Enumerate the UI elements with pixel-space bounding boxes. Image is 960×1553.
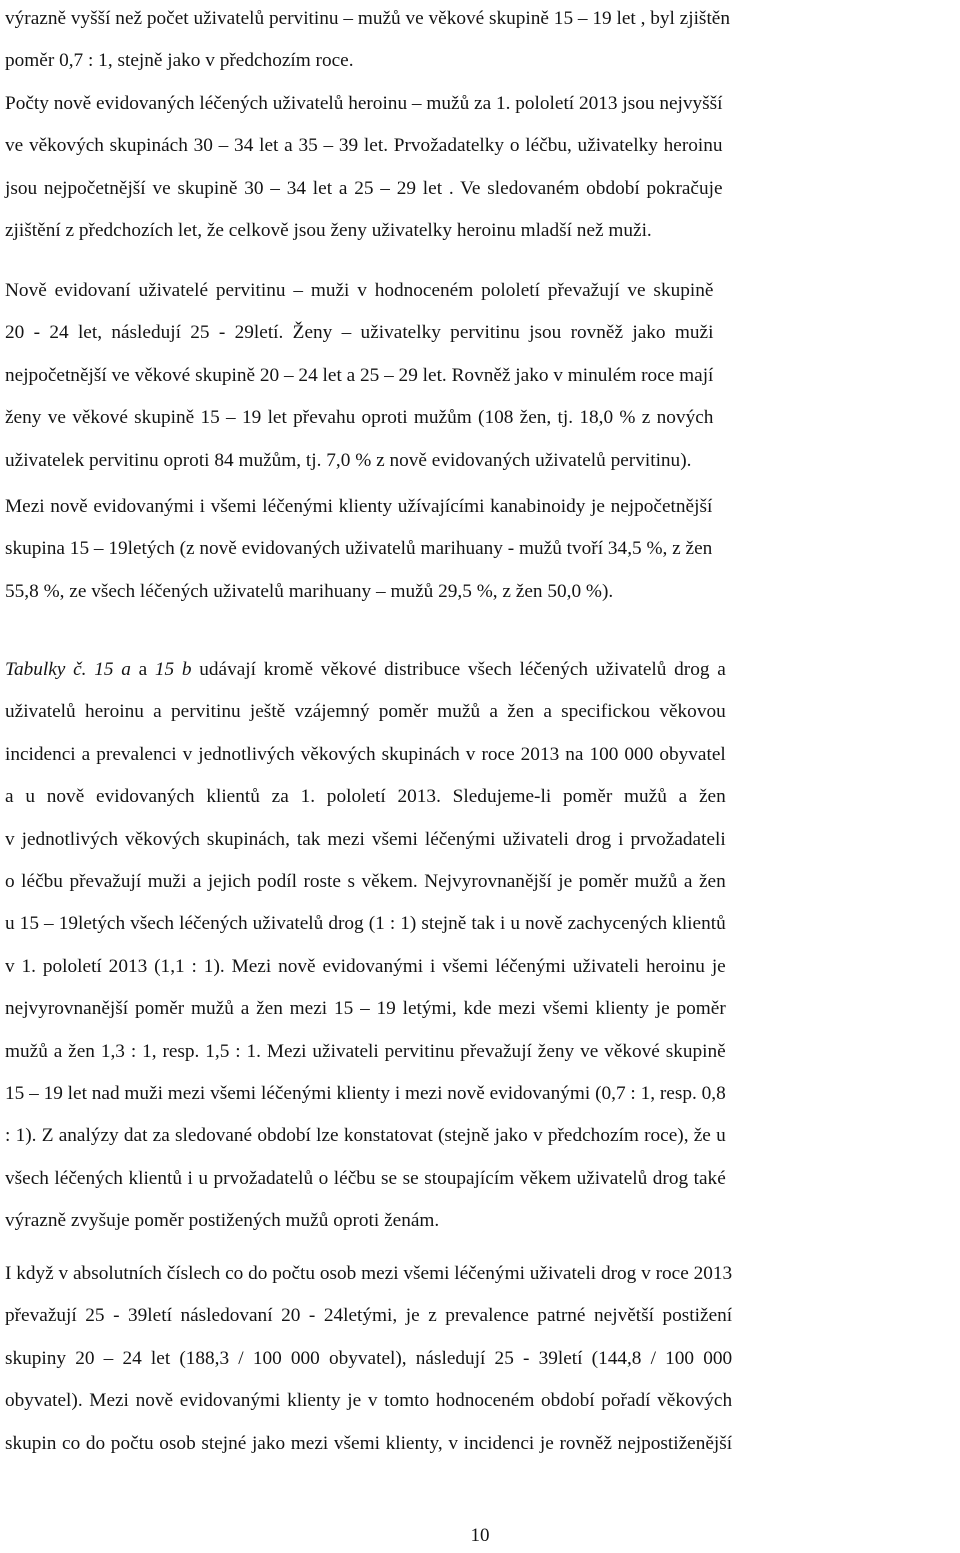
text-line: 20 - 24 let, následují 25 - 29letí. Ženy – uživatelky pervitinu jsou rovněž jako muži <box>5 322 714 344</box>
text-line: jsou nejpočetnější ve skupině 30 – 34 let a 25 – 29 let . Ve sledovaném období pokračuje <box>5 177 723 199</box>
text-line: všech léčených klientů i u prvožadatelů o léčbu se se stoupajícím věkem uživatelů drog také <box>5 1167 726 1189</box>
text-line: převažují 25 - 39letí následovaní 20 - 24letými, je z prevalence patrné největší postižení <box>5 1305 733 1327</box>
text-line: zjištění z předchozích let, že celkově jsou ženy uživatelky heroinu mladší než muži. <box>5 220 652 242</box>
text-line: mužů a žen 1,3 : 1, resp. 1,5 : 1. Mezi uživateli pervitinu převažují ženy ve věkové skupině <box>5 1040 726 1062</box>
text-line: Počty nově evidovaných léčených uživatelů heroinu – mužů za 1. pololetí 2013 jsou nejvyšší <box>5 93 723 114</box>
text-line: výrazně zvyšuje poměr postižených mužů oproti ženám. <box>5 1210 440 1232</box>
text-line: o léčbu převažují muži a jejich podíl roste s věkem. Nejvyrovnanější je poměr mužů a žen <box>5 871 726 893</box>
text-line: obyvatel). Mezi nově evidovanými klienty je v tomto hodnoceném období pořadí věkových <box>5 1390 733 1412</box>
paragraph-6 <box>5 1253 732 1465</box>
paragraph-1 <box>5 0 730 83</box>
text-line: nejpočetnější ve věkové skupině 20 – 24 let a 25 – 29 let. Rovněž jako v minulém roce mají <box>5 364 714 386</box>
text-line: 15 – 19 let nad muži mezi všemi léčenými klienty i mezi nově evidovanými (0,7 : 1, resp. 0,8 <box>5 1083 726 1105</box>
text-line-first <box>5 649 726 691</box>
text-line: a u nově evidovaných klientů za 1. pololetí 2013. Sledujeme-li poměr mužů a žen <box>5 786 726 808</box>
text-line: Nově evidovaní uživatelé pervitinu – muži v hodnoceném pololetí převažují ve skupině <box>5 280 714 301</box>
text-line: skupin co do počtu osob stejné jako mezi všemi klienty, v incidenci je rovněž nejpostiženější <box>5 1432 733 1454</box>
text-segment: udávají kromě věkové distribuce všech léčených uživatelů drog a <box>199 659 726 680</box>
paragraph-2 <box>5 83 723 253</box>
text-line: v 1. pololetí 2013 (1,1 : 1). Mezi nově evidovanými i všemi léčenými uživateli heroinu je <box>5 955 726 977</box>
text-line: u 15 – 19letých všech léčených uživatelů drog (1 : 1) stejně tak i u nově zachycených klientů <box>5 913 726 935</box>
paragraph-5 <box>5 649 726 1243</box>
text-line: uživatelů heroinu a pervitinu ještě vzájemný poměr mužů a žen a specifickou věkovou <box>5 701 726 723</box>
table-ref-italic: Tabulky č. <box>5 659 87 680</box>
text-line: poměr 0,7 : 1, stejně jako v předchozím roce. <box>5 50 354 72</box>
text-line: uživatelek pervitinu oproti 84 mužům, tj. 7,0 % z nově evidovaných uživatelů pervitinu). <box>5 449 692 471</box>
text-line: : 1). Z analýzy dat za sledované období lze konstatovat (stejně jako v předchozím roce), že u <box>5 1125 726 1147</box>
text-line: I když v absolutních číslech co do počtu osob mezi všemi léčenými uživateli drog v roce 2013 <box>5 1263 733 1284</box>
text-line: Mezi nově evidovanými i všemi léčenými klienty užívajícími kanabinoidy je nejpočetnější <box>5 496 713 517</box>
text-line: ženy ve věkové skupině 15 – 19 let převahu oproti mužům (108 žen, tj. 18,0 % z nových <box>5 407 714 429</box>
paragraph-4 <box>5 486 712 613</box>
table-ref-15b: 15 b <box>154 659 192 680</box>
conjunction: a <box>138 659 148 680</box>
text-line: skupina 15 – 19letých (z nově evidovaných uživatelů marihuany - mužů tvoří 34,5 %, z žen <box>5 538 713 560</box>
text-line: výrazně vyšší než počet uživatelů pervitinu – mužů ve věkové skupině 15 – 19 let , byl zjištěn <box>5 8 730 29</box>
text-line: ve věkových skupinách 30 – 34 let a 35 – 39 let. Prvožadatelky o léčbu, uživatelky heroinu <box>5 135 723 157</box>
text-line: incidenci a prevalenci v jednotlivých věkových skupinách v roce 2013 na 100 000 obyvatel <box>5 743 726 765</box>
text-line: skupiny 20 – 24 let (188,3 / 100 000 obyvatel), následují 25 - 39letí (144,8 / 100 000 <box>5 1347 733 1369</box>
paragraph-3 <box>5 270 713 482</box>
text-line: nejvyrovnanější poměr mužů a žen mezi 15 – 19 letými, kde mezi všemi klienty je poměr <box>5 998 726 1020</box>
table-ref-15a: 15 a <box>94 659 131 680</box>
text-line: v jednotlivých věkových skupinách, tak mezi všemi léčenými uživateli drog i prvožadateli <box>5 828 726 850</box>
page-number: 10 <box>470 1525 490 1546</box>
text-line: 55,8 %, ze všech léčených uživatelů marihuany – mužů 29,5 %, z žen 50,0 %). <box>5 580 614 602</box>
